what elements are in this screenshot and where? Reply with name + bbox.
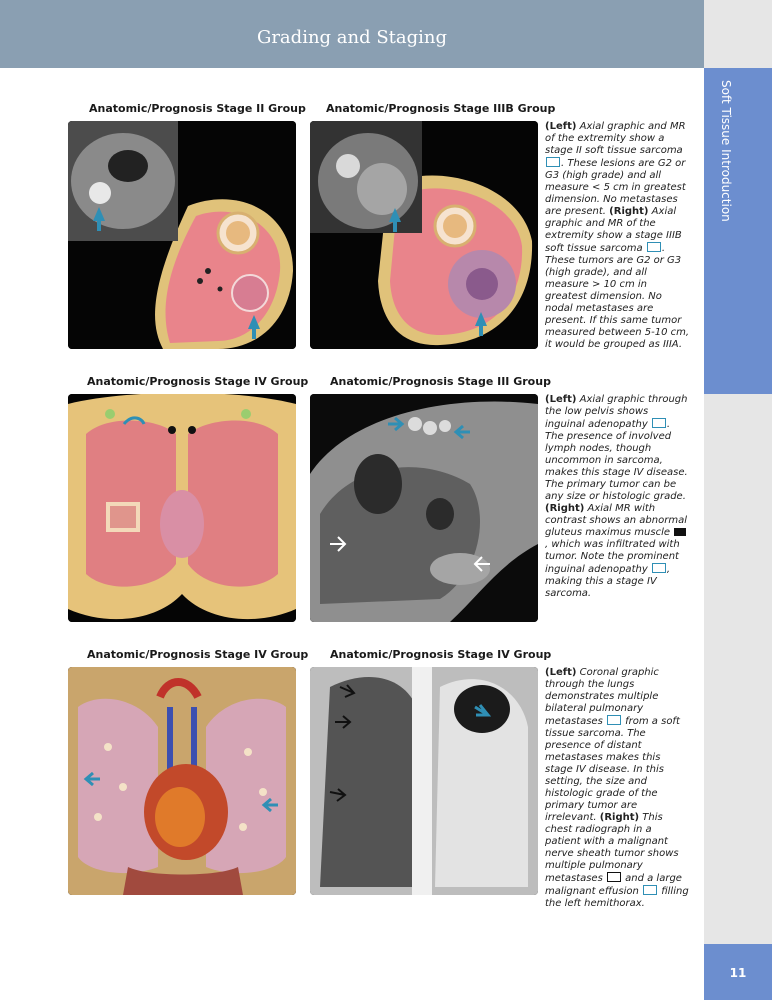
figure-caption	[545, 394, 690, 600]
figure-caption	[545, 121, 690, 351]
figure-title: Anatomic/Prognosis Stage III Group	[330, 375, 551, 388]
figure-image-stage-iiib	[310, 121, 538, 349]
open-arrow-icon	[643, 885, 657, 895]
open-arrow-icon	[607, 715, 621, 725]
caption-text: filling the left hemithorax.	[545, 886, 689, 909]
caption-text: Axial graphic through the low pelvis shows inguinal adenopathy	[545, 394, 688, 430]
figure-caption	[545, 667, 690, 910]
figure-image-pelvis-graphic	[68, 394, 296, 622]
figure-title: Anatomic/Prognosis Stage IV Group	[87, 375, 309, 388]
page-title: Grading and Staging	[256, 27, 448, 48]
sidebar-section-label: Soft Tissue Introduction	[719, 80, 733, 222]
figure-title: Anatomic/Prognosis Stage IV Group	[330, 648, 552, 661]
solid-arrow-icon	[674, 528, 686, 536]
caption-left-label: (Left)	[545, 121, 577, 132]
caption-right-label: (Right)	[599, 812, 640, 823]
caption-text: . These lesions are G2 or G3 (high grade) and all measure < 5 cm in greatest dimension. No metastases are present.	[545, 158, 686, 217]
figure-title: Anatomic/Prognosis Stage II Group	[89, 102, 306, 115]
caption-text: Axial graphic and MR of the extremity show a stage II soft tissue sarcoma	[545, 121, 686, 156]
figure-title: Anatomic/Prognosis Stage IIIB Group	[326, 102, 556, 115]
caption-text: Axial MR with contrast shows an abnormal gluteus maximus muscle	[545, 503, 687, 538]
open-arrow-icon	[546, 157, 560, 167]
page-number: 11	[729, 966, 747, 980]
caption-text: , which was infiltrated with tumor. Note the prominent inguinal adenopathy	[545, 539, 680, 575]
figure-image-lung-graphic	[68, 667, 296, 895]
caption-text: , making this a stage IV sarcoma.	[545, 564, 671, 599]
black-arrow-icon	[607, 872, 621, 882]
open-arrow-icon	[647, 242, 661, 252]
figure-image-chest-radiograph	[310, 667, 538, 895]
figure-image-pelvis-mr	[310, 394, 538, 622]
caption-text: Coronal graphic through the lungs demonstrates multiple bilateral pulmonary metastases	[545, 667, 659, 727]
figure-image-stage-ii	[68, 121, 296, 349]
caption-text: Axial graphic and MR of the extremity show a stage IIIB soft tissue sarcoma	[545, 206, 682, 254]
caption-text: . These tumors are G2 or G3 (high grade), and all measure > 10 cm in greatest dimension. No nodal metastases are present. If this same tumor measured between 5-10 cm, it would be grouped as IIIA.	[545, 243, 690, 350]
caption-right-label: (Right)	[609, 206, 649, 217]
caption-text: This chest radiograph in a patient with a malignant nerve sheath tumor shows multiple pulmonary metastases	[545, 812, 679, 884]
open-arrow-icon	[652, 418, 666, 428]
caption-left-label: (Left)	[545, 394, 577, 405]
caption-text: . The presence of involved lymph nodes, though uncommon in sarcoma, makes this stage IV disease. The primary tumor can be any size or histologic grade.	[545, 419, 688, 502]
figure-title: Anatomic/Prognosis Stage IV Group	[87, 648, 309, 661]
caption-text: from a soft tissue sarcoma. The presence of distant metastases makes this stage IV disease. In this setting, the size and histologic grade of the primary tumor are irrelevant.	[545, 716, 680, 823]
caption-left-label: (Left)	[545, 667, 577, 678]
caption-right-label: (Right)	[545, 503, 585, 514]
caption-text: and a large malignant effusion	[545, 873, 682, 897]
open-arrow-icon	[652, 563, 666, 573]
